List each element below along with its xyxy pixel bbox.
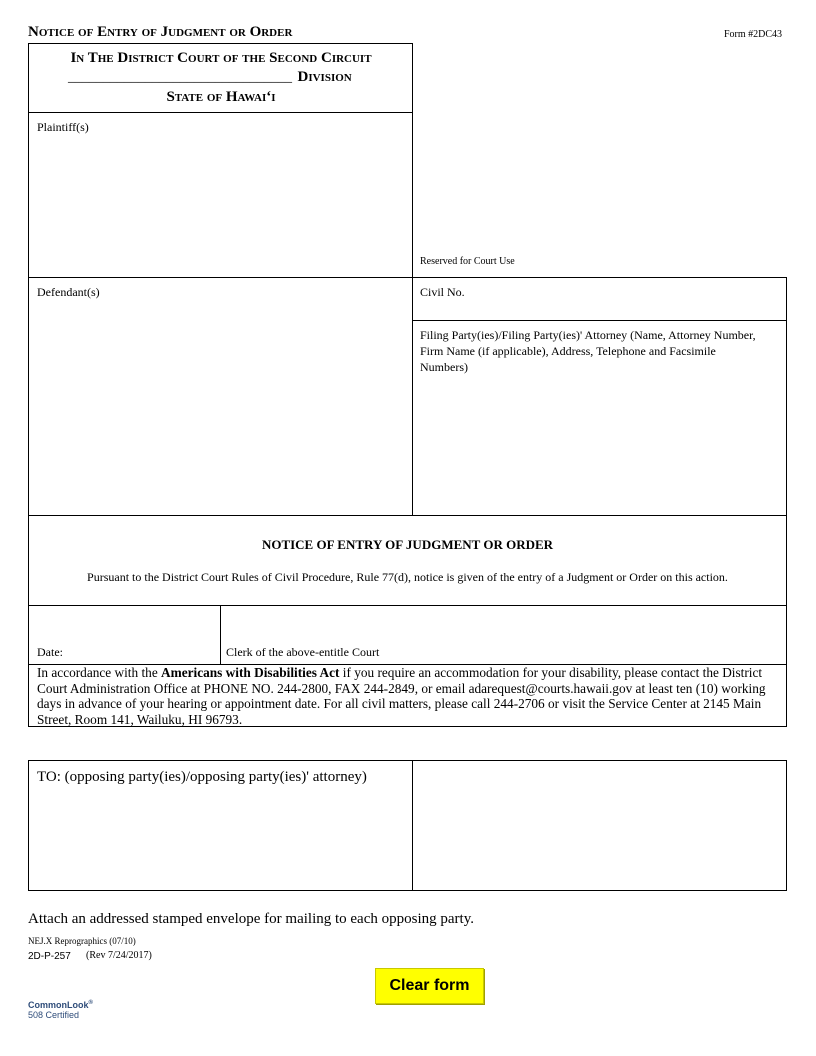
plaintiff-label: Plaintiff(s) <box>37 120 89 134</box>
clear-form-button[interactable]: Clear form <box>375 968 484 1004</box>
defendant-top-border <box>28 277 787 278</box>
clerk-label: Clerk of the above-entitle Court <box>226 645 380 659</box>
court-name: In The District Court of the Second Circuit <box>70 50 372 66</box>
attach-note: Attach an addressed stamped envelope for mailing to each opposing party. <box>28 911 474 927</box>
form-number: Form #2DC43 <box>724 29 783 40</box>
ada-notice <box>37 665 782 727</box>
to-box-top-border <box>28 760 787 761</box>
to-box-left-border <box>28 760 29 891</box>
to-box-middle-border <box>412 760 413 891</box>
ada-act: Americans with Disabilities Act <box>161 665 340 680</box>
certifier-name-text: CommonLook <box>28 1000 89 1010</box>
state-line: State of Hawai‘i <box>166 89 276 105</box>
notice-heading: NOTICE OF ENTRY OF JUDGMENT OR ORDER <box>261 537 554 552</box>
to-box-right-border <box>786 760 787 891</box>
reserved-label: Reserved for Court Use <box>420 256 515 267</box>
civil-no-label: Civil No. <box>420 285 465 299</box>
to-box-bottom-border <box>28 890 787 891</box>
civil-no-bottom-border <box>412 320 787 321</box>
filing-party-label: Filing Party(ies)/Filing Party(ies)' Attorney (Name, Attorney Number, Firm Name (if applicable), Address, Telephone and Facsimile Numbers) <box>420 328 756 374</box>
repro-code: NEJ.X <box>28 936 53 946</box>
middle-border <box>412 43 413 516</box>
certified-label: 508 Certified <box>28 1010 80 1020</box>
page-title: Notice of Entry of Judgment or Order <box>28 24 293 40</box>
date-label: Date: <box>37 645 63 659</box>
to-label: TO: (opposing party(ies)/opposing party(ies)' attorney) <box>37 769 367 785</box>
division-line <box>68 69 352 86</box>
certification-badge <box>28 998 93 1020</box>
right-border <box>786 277 787 727</box>
notice-body: Pursuant to the District Court Rules of Civil Procedure, Rule 77(d), notice is given of the entry of a Judgment or Order on this action. <box>87 570 728 584</box>
caption-top-border <box>28 43 413 44</box>
certifier-name <box>28 998 93 1010</box>
form-code: 2D-P-257 <box>28 951 71 962</box>
division-label: Division <box>297 69 352 85</box>
repro-label: Reprographics (07/10) <box>54 936 136 946</box>
ada-prefix: In accordance with the <box>37 665 162 680</box>
defendant-label: Defendant(s) <box>37 285 100 299</box>
date-clerk-divider <box>220 605 221 664</box>
revision: (Rev 7/24/2017) <box>86 950 152 961</box>
ada-rest: if you require an accommodation for your disability, please contact the District Court Administration Office at PHONE NO. 244-2800, FAX 244-2849, or email adarequest@courts.hawaii.gov at least ten (10) working days in advance of your hearing or appointment date. For all civil matters, please call 244-2706 or visit the Service Center at 2145 Main Street, Room 141, Wailuku, HI 96793. <box>37 665 766 727</box>
notice-top-border <box>28 515 787 516</box>
left-border <box>28 43 29 727</box>
repro-line <box>28 936 136 946</box>
certifier-mark: ® <box>88 1000 93 1006</box>
signature-top-border <box>28 605 787 606</box>
caption-bottom-border <box>28 112 413 113</box>
division-blank: ________________________________ <box>68 70 292 85</box>
